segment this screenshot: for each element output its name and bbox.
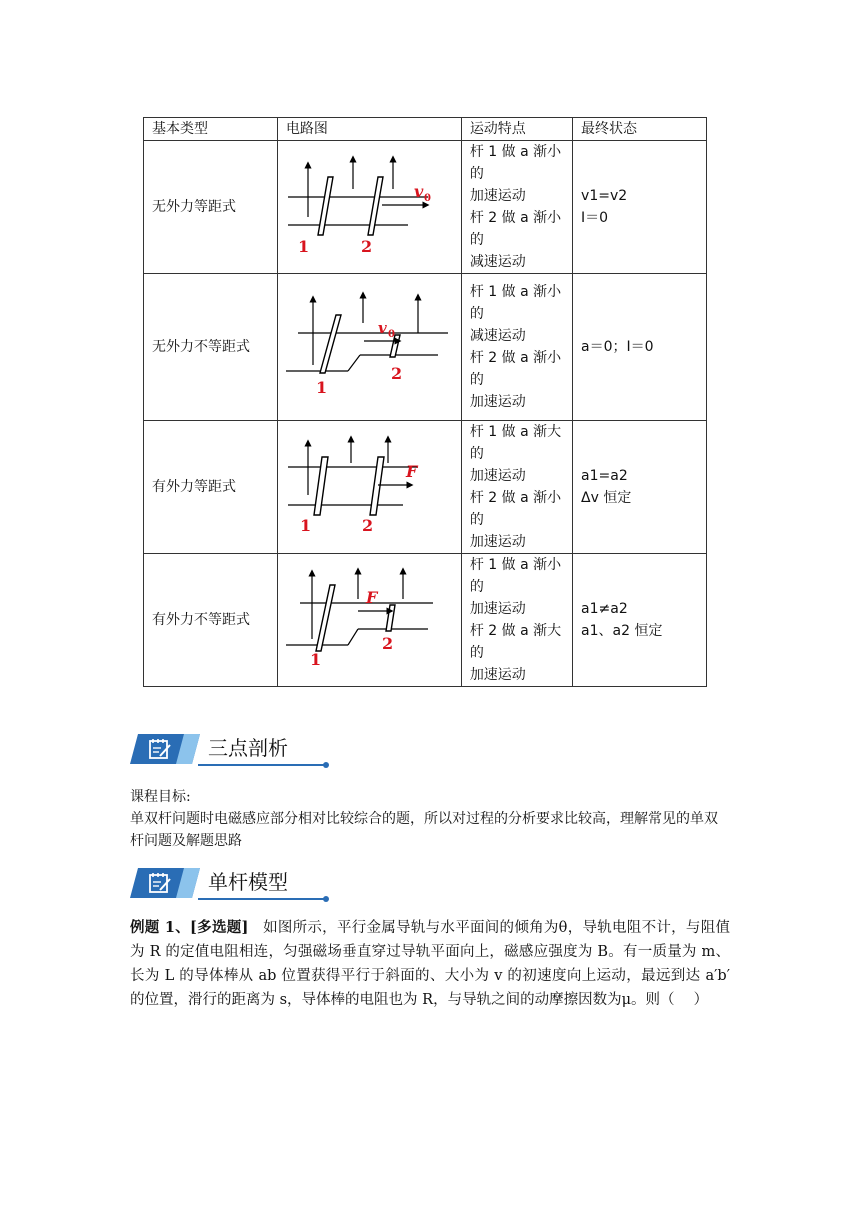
table-row [144,141,707,274]
circuit-diagram-cell [277,274,461,421]
header-motion: 运动特点 [461,118,572,141]
section-underline-dot [323,762,329,768]
rod-2-label: 2 [361,516,374,535]
unequal-spacing-no-force-diagram [278,275,456,420]
objective-label: 课程目标: [130,789,191,805]
header-circuit: 电路图 [277,118,461,141]
section-underline [198,764,326,766]
notepad-badge-icon [130,868,200,898]
motion-line: 杆 2 做 a 渐小的 [469,350,562,388]
header-final: 最终状态 [573,118,707,141]
example-text: 如图所示，平行金属导轨与水平面间的倾角为θ，导轨电阻不计，与阻值为 R 的定值电阻相连，匀强磁场垂直穿过导轨平面向上，磁感应强度为 B。有一质量为 m、长为 L 的导体棒从 ab 位置获得平行于斜面的、大小为 v 的初速度向上运动，最远到达 a′b′的位置，滑行的距离为 s，导体棒的电阻也为 R，与导轨之间的动摩擦因数为μ。则（ ） [130,920,730,1008]
example-problem [130,916,730,1012]
table-header-row [144,118,707,141]
motion-cell [461,274,572,421]
motion-line: 杆 1 做 a 渐小的 [469,284,562,322]
motion-cell [461,554,572,687]
type-cell: 有外力等距式 [144,421,278,554]
section-title: 单杆模型 [208,870,288,894]
rod-2-label: 2 [360,237,373,256]
type-cell: 有外力不等距式 [144,554,278,687]
type-cell: 无外力等距式 [144,141,278,274]
final-line: a＝0；I＝0 [581,339,654,355]
rod-2-label: 2 [381,633,394,653]
equal-spacing-no-force-diagram [278,147,456,267]
rod-2-label: 2 [390,363,403,383]
equal-spacing-with-force-diagram [278,427,456,547]
motion-line: 加速运动 [469,601,526,617]
final-line: I＝0 [581,210,609,226]
rod-1-label: 1 [309,649,322,669]
final-state-cell [573,554,707,687]
final-line: Δv 恒定 [581,490,632,506]
table-row [144,421,707,554]
motion-line: 杆 2 做 a 渐大的 [469,623,562,661]
velocity-subscript: 0 [387,328,395,340]
velocity-label: v [377,318,387,337]
type-cell: 无外力不等距式 [144,274,278,421]
final-line: a1、a2 恒定 [581,623,663,639]
final-line: a1=a2 [581,468,628,484]
motion-line: 加速运动 [469,667,526,683]
motion-line: 减速运动 [469,254,526,270]
final-state-cell [573,421,707,554]
section-underline-dot [323,896,329,902]
motion-line: 加速运动 [469,394,526,410]
section-header-analysis [130,734,330,770]
motion-line: 加速运动 [469,188,526,204]
motion-line: 减速运动 [469,328,526,344]
header-type: 基本类型 [144,118,278,141]
motion-line: 加速运动 [469,468,526,484]
final-line: a1≠a2 [581,601,628,617]
velocity-subscript: 0 [423,193,431,204]
motion-line: 杆 1 做 a 渐大的 [469,424,562,462]
notepad-badge-icon [130,734,200,764]
table-row [144,274,707,421]
circuit-diagram-cell [277,421,461,554]
course-objective [130,786,730,852]
circuit-diagram-cell [277,554,461,687]
motion-cell [461,421,572,554]
final-line: v1=v2 [581,188,628,204]
rod-1-label: 1 [315,377,328,397]
motion-cell [461,141,572,274]
final-state-cell [573,274,707,421]
motion-line: 杆 2 做 a 渐小的 [469,210,562,248]
section-header-single-rod [130,868,330,904]
final-state-cell [573,141,707,274]
circuit-types-table [143,117,707,687]
rod-1-label: 1 [297,237,310,256]
circuit-diagram-cell [277,141,461,274]
force-label: F [405,462,418,481]
example-label: 例题 1、[多选题] [130,919,249,936]
unequal-spacing-with-force-diagram [278,559,456,682]
motion-line: 杆 1 做 a 渐小的 [469,144,562,182]
motion-line: 杆 2 做 a 渐小的 [469,490,562,528]
force-label: F [365,587,378,607]
section-underline [198,898,326,900]
objective-text: 单双杆问题时电磁感应部分相对比较综合的题，所以对过程的分析要求比较高，理解常见的单双杆问题及解题思路 [130,811,718,849]
motion-line: 加速运动 [469,534,526,550]
motion-line: 杆 1 做 a 渐小的 [469,557,562,595]
velocity-label: v [413,182,424,201]
rod-1-label: 1 [299,516,312,535]
section-title: 三点剖析 [208,736,288,760]
table-row [144,554,707,687]
